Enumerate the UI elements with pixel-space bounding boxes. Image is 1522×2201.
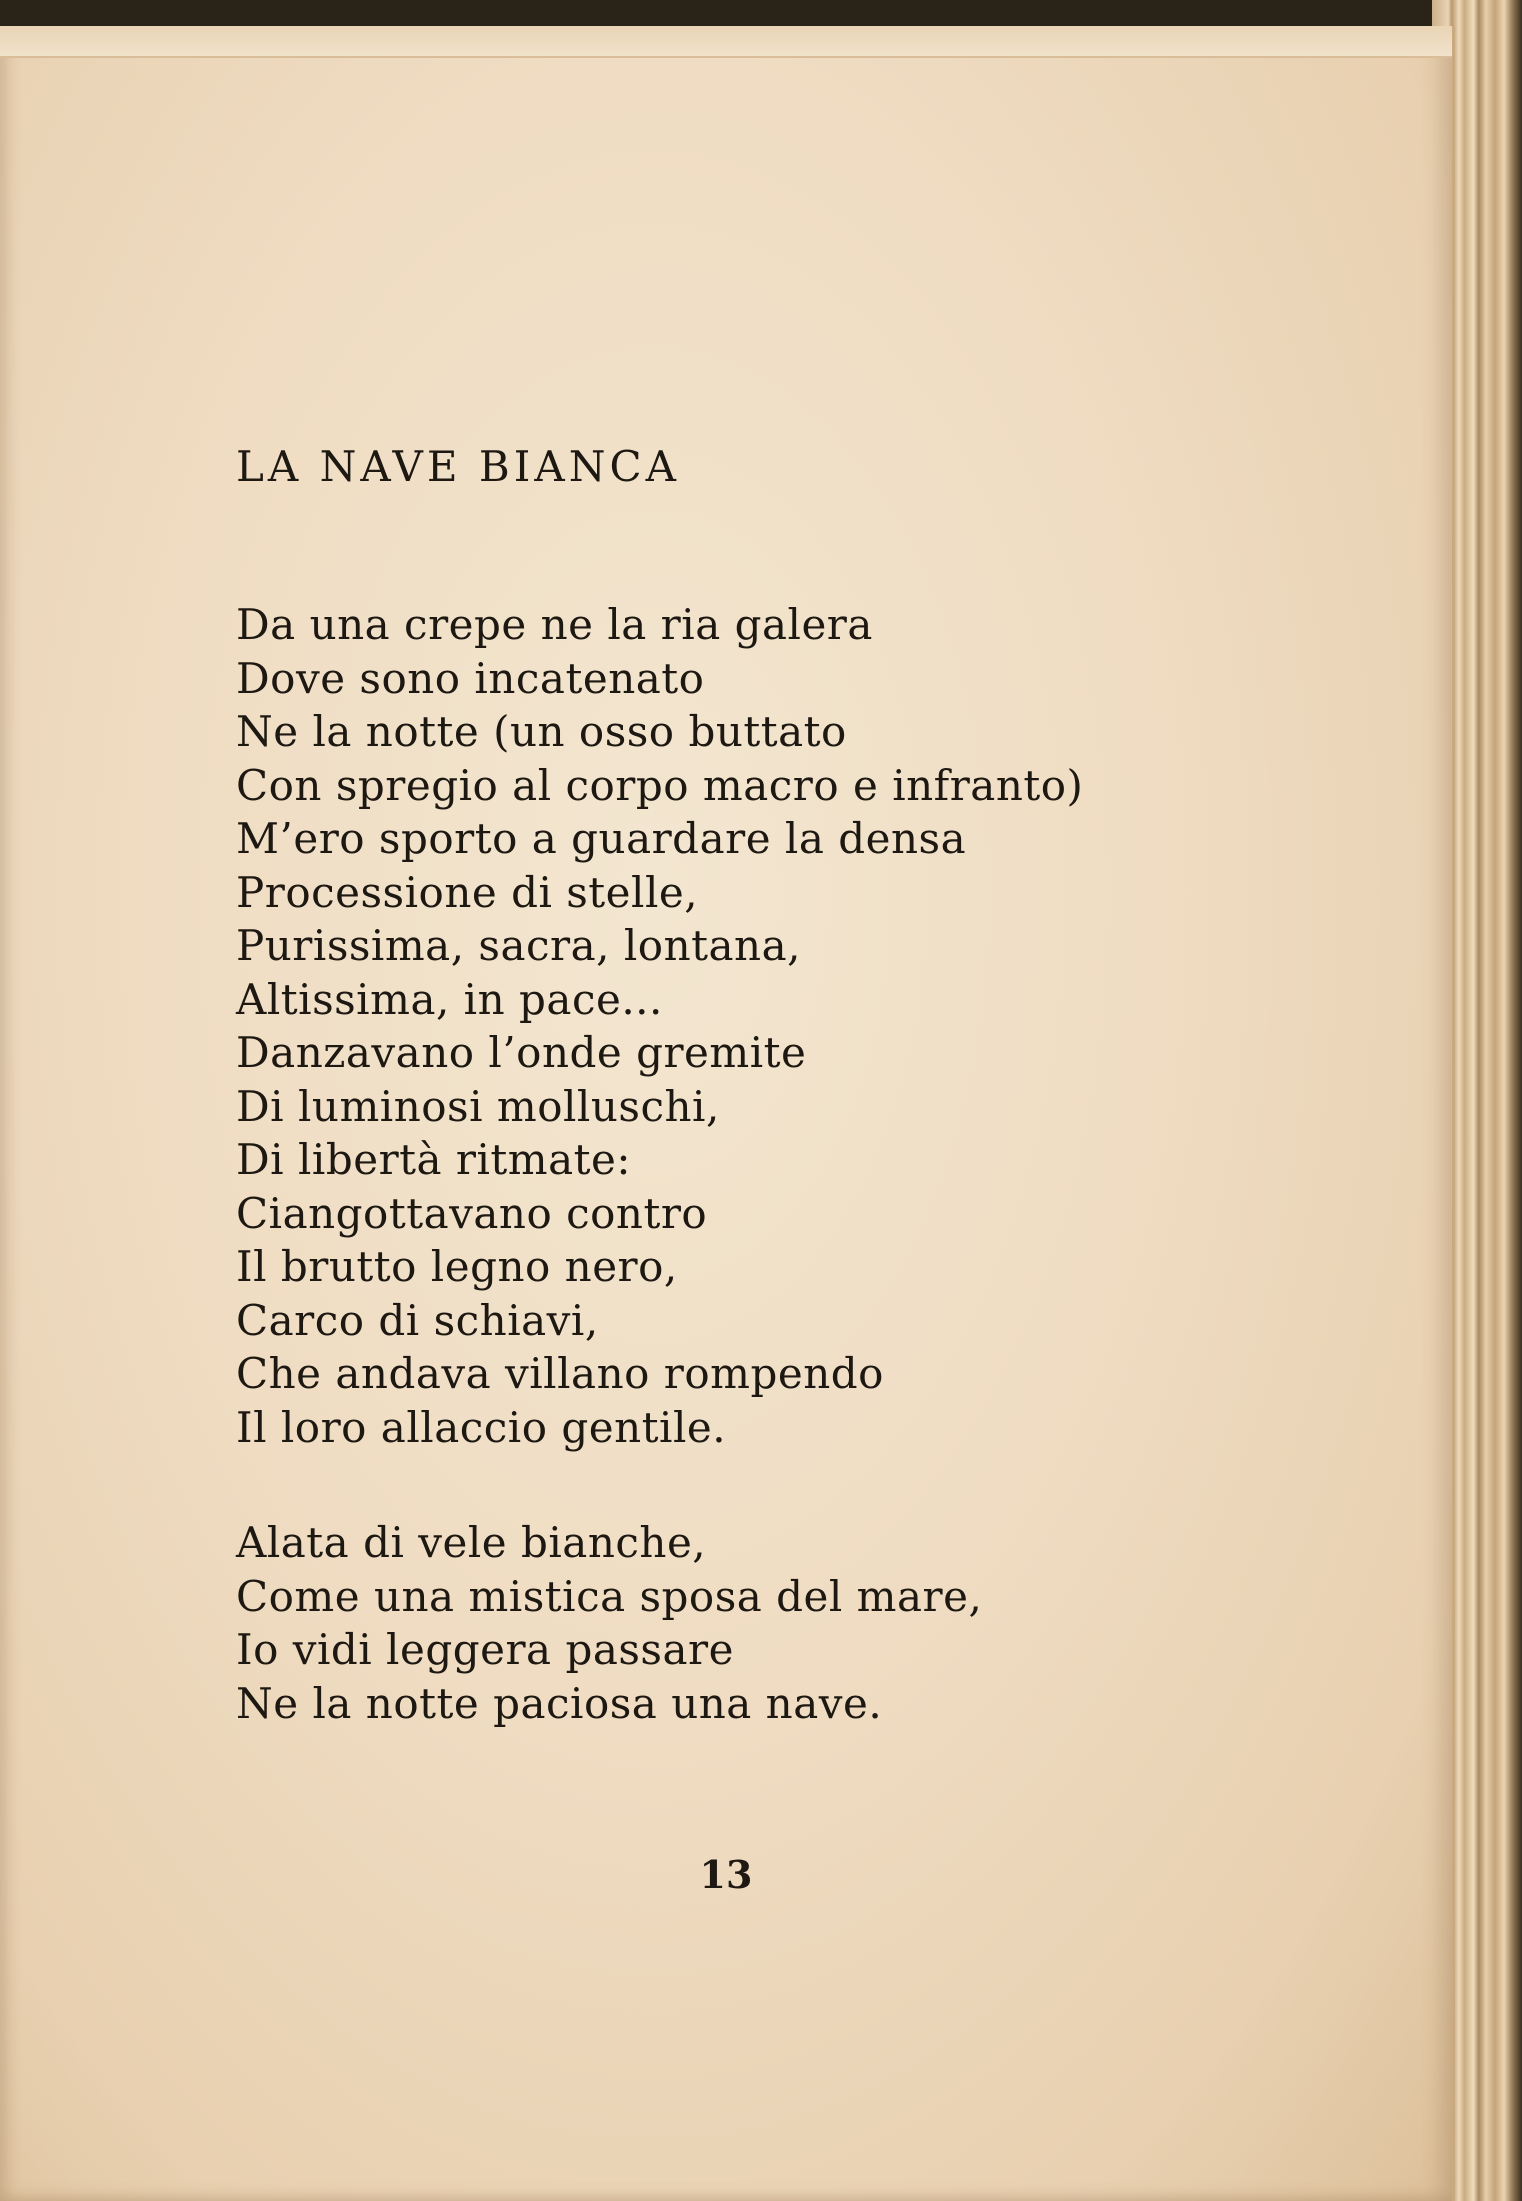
verse-line: Di luminosi molluschi, [236,1081,720,1131]
verse-line: Danzavano l’onde gremite [236,1028,807,1078]
verse-line: Ne la notte (un osso buttato [236,707,847,757]
verse-line: Altissima, in pace... [236,974,663,1024]
verse-line: Carco di schiavi, [236,1295,599,1345]
poem-title: LA NAVE BIANCA [236,442,680,491]
verse-line: Il brutto legno nero, [236,1242,678,1292]
verse-line: Da una crepe ne la ria galera [236,600,873,650]
verse-line: Ciangottavano contro [236,1188,708,1238]
verse-line: Il loro allaccio gentile. [236,1402,727,1452]
verse-line: Ne la notte paciosa una nave. [236,1678,883,1728]
verse-line: Che andava villano rompendo [236,1349,884,1399]
stanza-1 [236,598,1236,1454]
verse-line: M’ero sporto a guardare la densa [236,814,967,864]
verse-line: Come una mistica sposa del mare, [236,1571,983,1621]
verse-line: Alata di vele bianche, [236,1518,707,1568]
verse-line: Processione di stelle, [236,867,699,917]
verse-line: Di libertà ritmate: [236,1135,632,1185]
poem [236,444,1236,1792]
verse-line: Dove sono incatenato [236,653,705,703]
page-number: 13 [699,1852,753,1897]
stanza-2 [236,1516,1236,1730]
verse-line: Con spregio al corpo macro e infranto) [236,760,1084,810]
verse-line: Io vidi leggera passare [236,1625,734,1675]
page-top-edge [0,26,1452,58]
verse-line: Purissima, sacra, lontana, [236,921,801,971]
